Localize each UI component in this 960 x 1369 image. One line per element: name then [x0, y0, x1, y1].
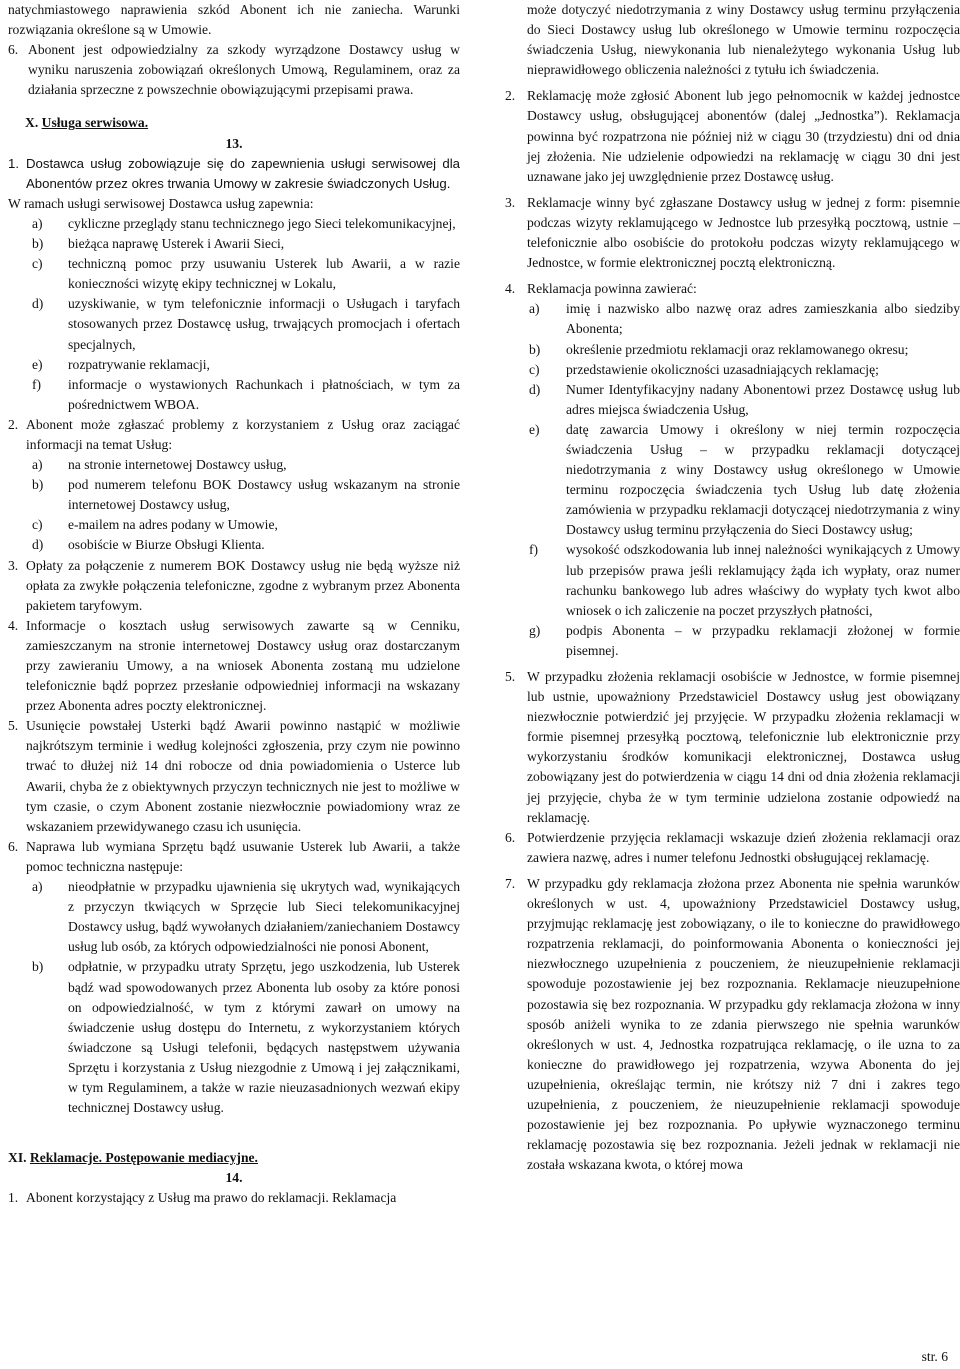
clause-13-6-list — [8, 877, 460, 1118]
clause-14-4-list — [505, 299, 960, 661]
clause-text: Potwierdzenie przyjęcia reklamacji wskazuje dzień złożenia reklamacji oraz zawiera nazwę, adres i numer telefonu Jednostki obsługującej reklamację. — [527, 829, 960, 865]
list-item: b) bieżąca naprawę Usterek i Awarii Sieci, — [32, 236, 285, 252]
list-item: a) imię i nazwisko albo nazwę oraz adres zamieszkania albo siedziby Abonenta; — [529, 301, 960, 337]
clause-13-3 — [8, 556, 460, 616]
clause-number: 3. — [505, 194, 516, 210]
clause-14-5 — [505, 667, 960, 828]
clause-number: 3. — [8, 557, 19, 573]
clause-number: 4. — [8, 617, 19, 633]
clause-text: Abonent korzystający z Usług ma prawo do reklamacji. Reklamacja — [26, 1190, 397, 1206]
clause-text: Reklamacje winny być zgłaszane Dostawcy usług w jednej z form: pisemnie podczas wizyty reklamującego w Jednostce lub przesyłką pocztową, ustnie – telefonicznie albo osobiście do protokołu podczas wizyty reklamującego w Jednostce, w formie elektronicznej pocztą elektroniczną. — [527, 194, 960, 271]
clause-text: Usunięcie powstałej Usterki bądź Awarii powinno nastąpić w możliwie najkrótszym terminie i według kolejności zgłoszenia, przy czym nie powinno trwać to dłużej niż 14 dni robocze od dnia powiadomienia o Usterce lub Awarii, chyba że z obiektywnych przyczyn technicznych nie jest to możliwe w tym czasie, o czym Abonent zostanie niezwłocznie powiadomiony wraz ze wskazaniem przewidywanego czasu ich usunięcia. — [26, 718, 460, 834]
list-item: g) podpis Abonenta – w przypadku reklamacji złożonej w formie pisemnej. — [529, 622, 960, 658]
page-number: str. 6 — [921, 1349, 948, 1364]
clause-13-1 — [8, 154, 460, 194]
clause-text: Reklamacja powinna zawierać: — [527, 281, 697, 297]
clause-14-2 — [505, 86, 960, 186]
clause-number: 5. — [8, 718, 19, 734]
clause-14-6 — [505, 828, 960, 868]
clause-number: 2. — [8, 416, 19, 432]
list-item: d) osobiście w Biurze Obsługi Klienta. — [32, 537, 265, 553]
paragraph-14-marker: 14. — [225, 1170, 243, 1186]
clause-number: 1. — [8, 155, 19, 171]
continued-paragraph: może dotyczyć niedotrzymania z winy Dostawcy usług terminu przyłączenia do Sieci Dostawcy usług lub określonego w Umowie terminu rozpoczęcia świadczenia Usług, niewykonania lub nienależytego wykonania Usług lub nieprawidłowego obliczenia należności z tytułu ich świadczenia. — [527, 2, 960, 78]
list-item: c) techniczną pomoc przy usuwaniu Usterek lub Awarii, a w razie konieczności wizytę ekipy technicznej w Lokalu, — [32, 256, 460, 292]
list-item: b) określenie przedmiotu reklamacji oraz reklamowanego okresu; — [529, 341, 909, 357]
clause-13-1-list — [8, 214, 460, 415]
clause-13-1-intro: W ramach usługi serwisowej Dostawca usług zapewnia: — [8, 195, 314, 211]
clause-13-2 — [8, 415, 460, 455]
clause-14-7 — [505, 874, 960, 1175]
clause-14-3 — [505, 193, 960, 273]
clause-text: Naprawa lub wymiana Sprzętu bądź usuwanie Usterek lub Awarii, a także pomoc techniczna następuje: — [26, 838, 460, 874]
clause-13-2-list — [8, 455, 460, 555]
list-item: f) wysokość odszkodowania lub innej należności wynikających z Umowy lub przepisów prawa jeśli reklamujący żąda ich wypłaty, oraz numer rachunku bankowego lub adres właściwy do wypłaty tych kwot albo wniosek o ich zaliczenie na poczet przyszłych płatności, — [529, 542, 960, 618]
clause-number: 1. — [8, 1190, 19, 1206]
clause-text: Reklamację może zgłosić Abonent lub jego pełnomocnik w każdej jednostce Dostawcy usług, obsługującej abonentów (dalej „Jednostka”). Reklamacja powinna być rozpatrzona nie później niż w ciągu 30 (trzydziestu) dni od dnia jej złożenia. Nie udzielenie odpowiedzi na reklamację w ciągu 30 dni jest uznawane jako jej uwzględnienie przez Dostawcę usług. — [527, 88, 960, 184]
list-item: a) nieodpłatnie w przypadku ujawnienia się ukrytych wad, wynikających z przyczyn tkwiących w Sprzęcie lub Sieci telekomunikacyjnej Dostawcy usług, bądź wywołanych działaniem/zaniechaniem Dostawcy usług lub osób, za których odpowiedzialności nie ponosi Abonent, — [32, 879, 460, 955]
list-item: a) na stronie internetowej Dostawcy usług, — [32, 457, 287, 473]
list-item: b) pod numerem telefonu BOK Dostawcy usług wskazanym na stronie internetowej Dostawcy usług, — [32, 477, 460, 513]
list-item: a) cykliczne przeglądy stanu technicznego jego Sieci telekomunikacyjnej, — [32, 215, 456, 231]
section-number: XI. — [8, 1150, 27, 1166]
clause-text: Abonent może zgłaszać problemy z korzystaniem z Usług oraz zaciągać informacji na temat Usług: — [26, 416, 460, 452]
clause-number: 6. — [8, 42, 19, 58]
clause-text: W przypadku złożenia reklamacji osobiście w Jednostce, w formie pisemnej lub ustnie, upoważniony Przedstawiciel Dostawcy usług jest obowiązany niezwłocznie potwierdzić jej przyjęcie. W przypadku złożenia reklamacji w formie pisemnej przesyłką pocztową, telefonicznie lub elektronicznie przy wykorzystaniu środków komunikacji elektronicznej, Dostawca usług zobowiązany jest do potwierdzenia w ciągu 14 dni od dnia złożenia reklamacji jej przyjęcie, chyba że w tym terminie udzielona zostanie odpowiedź na reklamację. — [527, 669, 960, 825]
clause-number: 6. — [505, 829, 516, 845]
paragraph-13-marker: 13. — [225, 135, 243, 151]
list-item: b) odpłatnie, w przypadku utraty Sprzętu, jego uszkodzenia, lub Usterek bądź wad spowodowanych przez Abonenta lub osoby za które ponosi on odpowiedzialność, w tym z którymi zawarł on umowy na świadczenie usług dostępu do Internetu, z wykorzystaniem których świadczone są Usługi telefonii, będących następstwem używania Sprzętu i korzystania z Usług niezgodnie z Umową i jej załącznikami, w tym Regulaminem, a także w razie nieuzasadnionych wezwań ekipy technicznej Dostawcy usług. — [32, 959, 460, 1116]
clause-number: 7. — [505, 875, 516, 891]
clause-number: 6. — [8, 838, 19, 854]
clause-14-4 — [505, 279, 960, 299]
left-column — [8, 0, 460, 1208]
section-title: Usługa serwisowa. — [41, 115, 149, 131]
clause-13-5 — [8, 716, 460, 837]
list-item: c) e-mailem na adres podany w Umowie, — [32, 517, 278, 533]
section-number: X. — [25, 115, 39, 131]
clause-text: Opłaty za połączenie z numerem BOK Dostawcy usług nie będą wyższe niż opłata za zwykłe połączenia telefoniczne, zgodne z wybranym przez Abonenta pakietem taryfowym. — [26, 557, 460, 613]
clause-13-6 — [8, 837, 460, 877]
clause-14-1 — [8, 1188, 460, 1208]
clause-text: Informacje o kosztach usług serwisowych zawarte są w Cenniku, zamieszczanym na stronie internetowej Dostawcy usług oraz dostarczanym przy zawieraniu Umowy, a na wniosek Abonenta zostaną mu udzielone telefonicznie bądź poprzez przesłanie odpowiedniej informacji na wskazany przez Abonenta adres poczty elektronicznej. — [26, 617, 460, 714]
list-item: d) uzyskiwanie, w tym telefonicznie informacji o Usługach i taryfach stosowanych przez Dostawcę usług, trwających promocjach i ofertach specjalnych, — [32, 296, 460, 352]
clause-6 — [8, 40, 460, 100]
clause-number: 2. — [505, 88, 516, 104]
list-item: e) datę zawarcia Umowy i określony w niej termin rozpoczęcia świadczenia Usług – w przypadku reklamacji dotyczącej niedotrzymania z winy Dostawcy usług określonego w Umowie terminu rozpoczęcia świadczenia tych Usług lub datę złożenia zamówienia w przypadku reklamacji dotyczącej niedotrzymania z winy Dostawcy usług terminu przyłączenia do Sieci Dostawcy usług; — [529, 421, 960, 538]
section-x-heading — [8, 113, 460, 133]
list-item: d) Numer Identyfikacyjny nadany Abonentowi przez Dostawcę usług lub adres miejsca świadczenia Usług, — [529, 381, 960, 417]
list-item: c) przedstawienie okoliczności uzasadniających reklamację; — [529, 361, 879, 377]
right-column — [505, 0, 960, 1175]
intro-paragraph: natychmiastowego naprawienia szkód Abonent ich nie zaniecha. Warunki rozwiązania określone są w Umowie. — [8, 2, 460, 38]
section-xi-heading — [8, 1148, 460, 1168]
section-title: Reklamacje. Postępowanie mediacyjne. — [29, 1150, 258, 1166]
clause-text: Abonent jest odpowiedzialny za szkody wyrządzone Dostawcy usług w wyniku naruszenia zobowiązań określonych Umową, Regulaminem, oraz za działania sprzeczne z powszechnie obowiązującymi przepisami prawa. — [28, 42, 460, 98]
clause-text: W przypadku gdy reklamacja złożona przez Abonenta nie spełnia warunków określonych w ust. 4, upoważniony Przedstawiciel Dostawcy usług, przyjmując reklamację jest zobowiązany, o ile to konieczne do prawidłowego rozpatrzenia reklamacji, do poinformowania Abonenta o konieczności jej niezwłocznego uzupełnienia z pouczeniem, że nieuzupełnienie reklamacji spowoduje pozostawienie jej bez rozpoznania. Reklamacje nieuzupełnione pozostawia się bez rozpoznania. W przypadku gdy reklamacja złożona w inny sposób aniżeli wynika to ze zdania pierwszego nie spełnia warunków określonych w ust. 4, Jednostka rozpatrująca reklamację, o ile uzna to za konieczne do prawidłowego jej rozpatrzenia, wzywa Abonenta do jej uzupełnienia, określając termin, nie krótszy niż 7 dni i zakres tego uzupełnienia, z pouczeniem, że nieuzupełnienie reklamacji spowoduje pozostawienie jej bez rozpoznania. Po upływie wyznaczonego terminu reklamację pozostawia się bez rozpoznania. Jeżeli jednak w reklamacji nie została wskazana kwota, o której mowa — [527, 875, 960, 1173]
list-item: f) informacje o wystawionych Rachunkach i płatnościach, w tym za pośrednictwem WBOA. — [32, 376, 460, 412]
clause-13-4 — [8, 616, 460, 716]
clause-number: 4. — [505, 281, 516, 297]
clause-number: 5. — [505, 669, 516, 684]
clause-text: Dostawca usług zobowiązuje się do zapewnienia usługi serwisowej dla Abonentów przez okres trwania Umowy w zakresie świadczonych Usług. — [26, 155, 460, 191]
list-item: e) rozpatrywanie reklamacji, — [32, 356, 210, 372]
